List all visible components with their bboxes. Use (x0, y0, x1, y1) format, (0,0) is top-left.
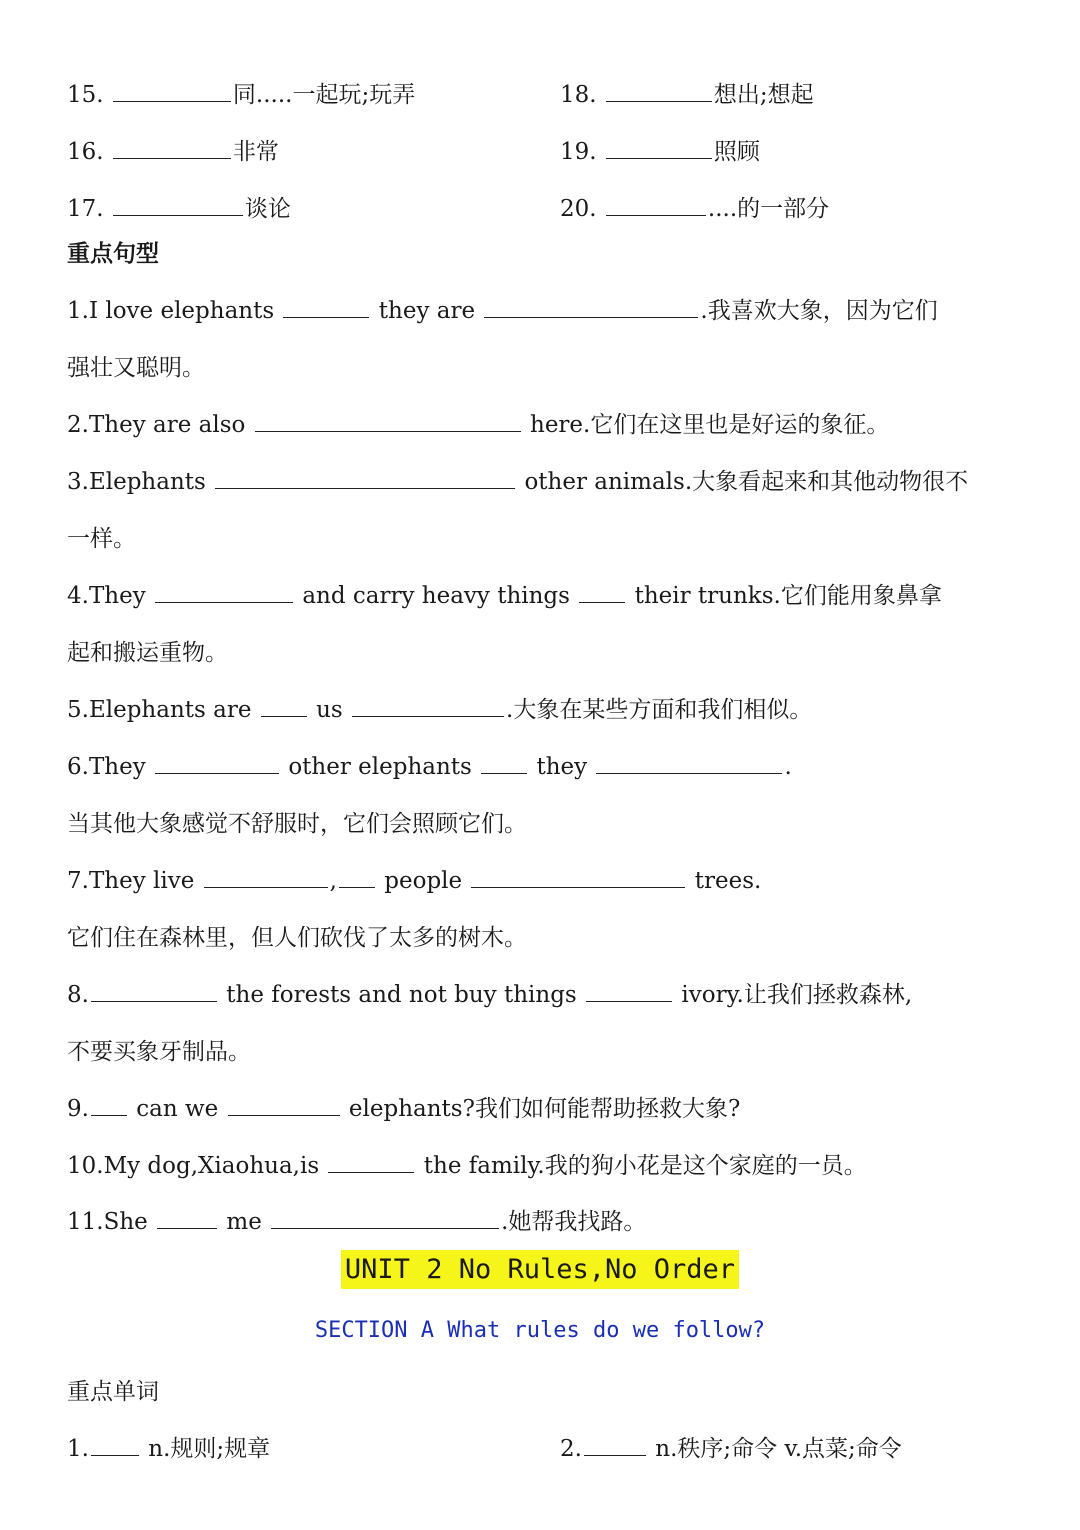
sentence-item (67, 1149, 867, 1183)
sentence-text: 9. (67, 1096, 89, 1122)
sentence-text: 4.They (67, 583, 146, 609)
sentence-text: 6.They (67, 754, 146, 780)
sentence-text: 11.She (67, 1209, 148, 1235)
sentence-translation: 当其他大象感觉不舒服时，它们会照顾它们。 (67, 811, 527, 837)
word-item (560, 1432, 902, 1466)
answer-blank[interactable] (584, 1433, 646, 1456)
item-meaning: n.秩序;命令 v.点菜;命令 (655, 1436, 902, 1462)
sentence-translation: 不要买象牙制品。 (67, 1039, 251, 1065)
answer-blank[interactable] (113, 79, 231, 102)
item-number: 16. (67, 139, 104, 165)
words-heading: 重点单词 (67, 1379, 159, 1405)
answer-blank[interactable] (91, 979, 217, 1002)
answer-blank[interactable] (606, 79, 712, 102)
sentence-item (67, 864, 761, 898)
answer-blank[interactable] (606, 193, 706, 216)
answer-blank[interactable] (91, 1433, 139, 1456)
sentence-item (67, 693, 812, 727)
answer-blank[interactable] (261, 694, 307, 717)
sentence-item (67, 1205, 646, 1239)
sentence-text: and carry heavy things (302, 583, 570, 609)
sentence-text: the family.我的狗小花是这个家庭的一员。 (423, 1153, 867, 1179)
phrase-item (67, 192, 291, 226)
answer-blank[interactable] (228, 1093, 340, 1116)
sentence-text: elephants?我们如何能帮助拯救大象? (348, 1096, 741, 1122)
phrase-item (67, 135, 279, 169)
sentence-text: .大象在某些方面和我们相似。 (506, 697, 813, 723)
sentence-translation: 它们住在森林里，但人们砍伐了太多的树木。 (67, 925, 527, 951)
sentence-text: . (784, 754, 792, 780)
item-meaning: 谈论 (244, 196, 291, 222)
answer-blank[interactable] (481, 751, 527, 774)
answer-blank[interactable] (204, 865, 328, 888)
sentence-text: 1.I love elephants (67, 298, 275, 324)
sentence-item (67, 294, 938, 328)
phrase-item (67, 78, 415, 112)
unit-title-wrap (0, 1250, 1080, 1289)
answer-blank[interactable] (155, 751, 279, 774)
sentence-text: .她帮我找路。 (501, 1209, 647, 1235)
answer-blank[interactable] (471, 865, 685, 888)
item-meaning: 照顾 (713, 139, 760, 165)
answer-blank[interactable] (157, 1206, 217, 1229)
sentence-text: their trunks.它们能用象鼻拿 (634, 583, 942, 609)
sentence-text: 5.Elephants are (67, 697, 252, 723)
sentence-text: here.它们在这里也是好运的象征。 (530, 412, 890, 438)
answer-blank[interactable] (339, 865, 375, 888)
sentence-text: me (226, 1209, 262, 1235)
answer-blank[interactable] (484, 295, 698, 318)
sentence-text: us (316, 697, 343, 723)
sentence-text: 7.They live (67, 868, 195, 894)
sentence-item (67, 1092, 740, 1126)
answer-blank[interactable] (596, 751, 782, 774)
answer-blank[interactable] (155, 580, 293, 603)
sentence-translation: 起和搬运重物。 (67, 640, 228, 666)
sentence-item (67, 579, 942, 613)
sentence-text: other animals.大象看起来和其他动物很不 (524, 469, 969, 495)
sentence-item (67, 750, 792, 784)
sentence-text: they (536, 754, 588, 780)
unit-title: UNIT 2 No Rules,No Order (341, 1250, 739, 1289)
item-meaning: 非常 (232, 139, 279, 165)
answer-blank[interactable] (586, 979, 672, 1002)
item-number: 1. (67, 1436, 89, 1462)
item-number: 18. (560, 82, 597, 108)
item-number: 2. (560, 1436, 582, 1462)
answer-blank[interactable] (352, 694, 504, 717)
answer-blank[interactable] (579, 580, 625, 603)
answer-blank[interactable] (328, 1150, 414, 1173)
sentence-text: other elephants (288, 754, 472, 780)
item-meaning: 想出;想起 (713, 82, 814, 108)
item-number: 19. (560, 139, 597, 165)
answer-blank[interactable] (255, 409, 521, 432)
sentence-item (67, 465, 968, 499)
sentence-text: they are (378, 298, 476, 324)
answer-blank[interactable] (283, 295, 369, 318)
sentence-translation: 一样。 (67, 526, 136, 552)
item-number: 20. (560, 196, 597, 222)
word-item (67, 1432, 270, 1466)
item-meaning: ....的一部分 (707, 196, 830, 222)
sentence-text: the forests and not buy things (226, 982, 577, 1008)
item-number: 17. (67, 196, 104, 222)
item-meaning: 同.....一起玩;玩弄 (232, 82, 416, 108)
answer-blank[interactable] (271, 1206, 499, 1229)
sentence-text: 8. (67, 982, 89, 1008)
sentence-item (67, 408, 889, 442)
sentence-text: 3.Elephants (67, 469, 206, 495)
sentence-translation: 强壮又聪明。 (67, 355, 205, 381)
answer-blank[interactable] (215, 466, 515, 489)
answer-blank[interactable] (113, 136, 231, 159)
phrase-item (560, 192, 829, 226)
sentence-item (67, 978, 912, 1012)
sentence-text: 2.They are also (67, 412, 246, 438)
answer-blank[interactable] (91, 1093, 127, 1116)
section-heading: 重点句型 (67, 240, 159, 267)
sentence-text: ivory.让我们拯救森林, (681, 982, 913, 1008)
sentence-text: 10.My dog,Xiaohua,is (67, 1153, 320, 1179)
sentence-text: people (384, 868, 463, 894)
phrase-item (560, 135, 760, 169)
sentence-text: .我喜欢大象，因为它们 (700, 298, 938, 324)
phrase-item (560, 78, 814, 112)
item-number: 15. (67, 82, 104, 108)
sentence-text: can we (136, 1096, 219, 1122)
answer-blank[interactable] (113, 193, 243, 216)
section-title: SECTION A What rules do we follow? (314, 1318, 766, 1343)
answer-blank[interactable] (606, 136, 712, 159)
item-meaning: n.规则;规章 (148, 1436, 271, 1462)
sentence-text: trees. (694, 868, 762, 894)
sentence-text: , (329, 868, 337, 894)
